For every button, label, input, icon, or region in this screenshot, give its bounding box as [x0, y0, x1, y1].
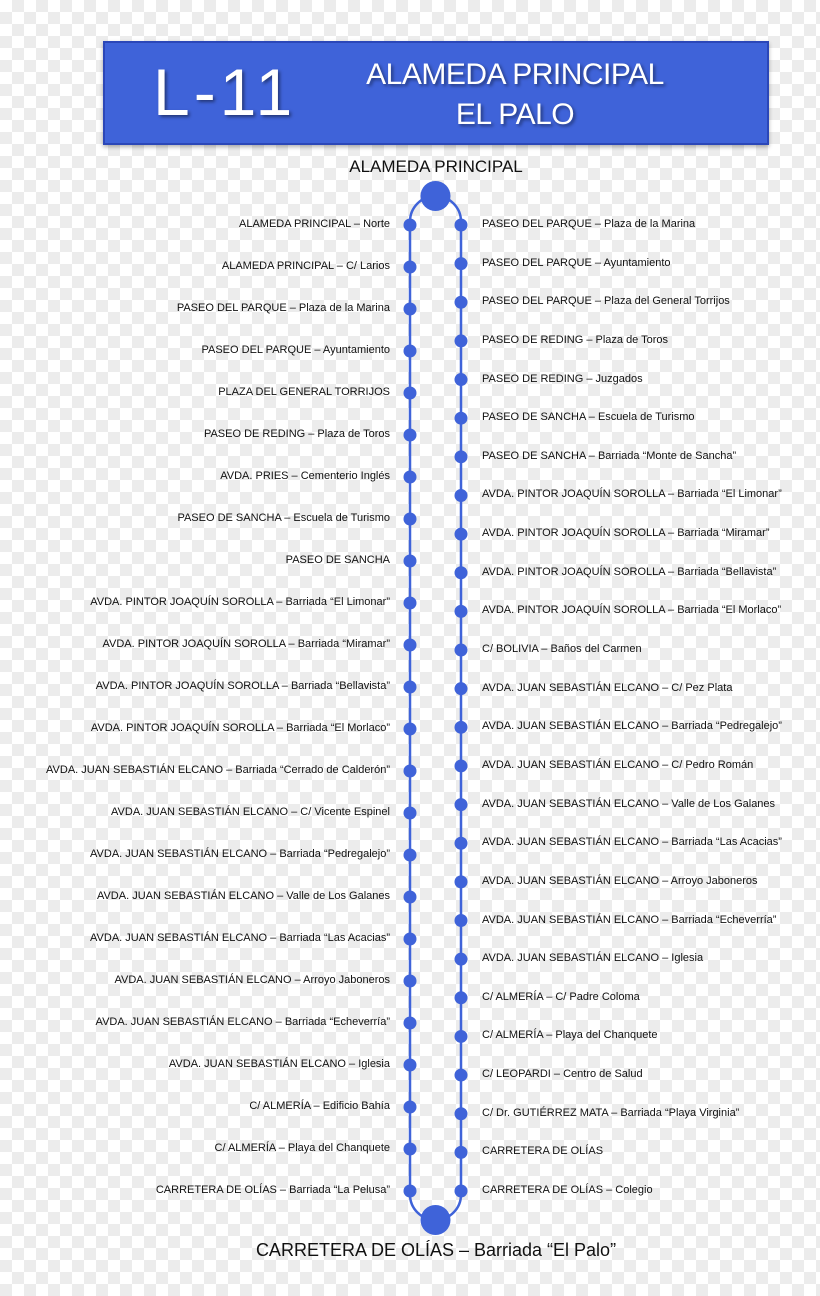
return-stop-label: AVDA. PINTOR JOAQUÍN SOROLLA – Barriada “El Morlaco” — [482, 604, 782, 617]
line-code: L-11 — [153, 55, 297, 129]
return-stop-dot — [455, 605, 468, 618]
outbound-stop-label: AVDA. PRIES – Cementerio Inglés — [220, 470, 390, 482]
outbound-stop-dot — [404, 1059, 417, 1072]
return-stop-dot — [455, 875, 468, 888]
outbound-stop-label: PLAZA DEL GENERAL TORRIJOS — [218, 386, 390, 398]
return-stop-dot — [455, 528, 468, 541]
start-terminal-dot — [421, 181, 451, 211]
return-stop-dot — [455, 412, 468, 425]
return-stop-dot — [455, 914, 468, 927]
start-terminal-label: ALAMEDA PRINCIPAL — [349, 157, 523, 176]
return-stop-dot — [455, 489, 468, 502]
return-stop-label: PASEO DEL PARQUE – Ayuntamiento — [482, 256, 671, 269]
return-stop-label: PASEO DE REDING – Juzgados — [482, 372, 643, 385]
outbound-stop-dot — [404, 1101, 417, 1114]
return-stop-label: C/ BOLIVIA – Baños del Carmen — [482, 643, 642, 656]
outbound-stop-dot — [404, 849, 417, 862]
return-stop-label: AVDA. JUAN SEBASTIÁN ELCANO – Valle de Los Galanes — [482, 797, 776, 810]
outbound-stop-dot — [404, 933, 417, 946]
return-stop-label: AVDA. PINTOR JOAQUÍN SOROLLA – Barriada “Bellavista” — [482, 565, 777, 578]
return-stop-label: PASEO DE REDING – Plaza de Toros — [482, 333, 669, 346]
outbound-stop-dot — [404, 429, 417, 442]
outbound-stop-label: PASEO DEL PARQUE – Plaza de la Marina — [176, 302, 390, 314]
outbound-stop-label: AVDA. PINTOR JOAQUÍN SOROLLA – Barriada “Miramar” — [102, 638, 390, 650]
return-stop-label: CARRETERA DE OLÍAS – Colegio — [482, 1184, 653, 1196]
outbound-stop-label: C/ ALMERÍA – Playa del Chanquete — [214, 1142, 390, 1154]
return-stop-dot — [455, 837, 468, 850]
outbound-stop-label: AVDA. PINTOR JOAQUÍN SOROLLA – Barriada “El Morlaco” — [90, 722, 390, 734]
outbound-stop-dot — [404, 1185, 417, 1198]
return-stop-dot — [455, 798, 468, 811]
return-stop-label: AVDA. PINTOR JOAQUÍN SOROLLA – Barriada “El Limonar” — [482, 488, 782, 501]
return-stop-dot — [455, 566, 468, 579]
return-stop-label: PASEO DEL PARQUE – Plaza de la Marina — [482, 218, 696, 230]
return-stop-dot — [455, 682, 468, 695]
outbound-stop-dot — [404, 387, 417, 400]
return-stop-dot — [455, 334, 468, 347]
return-stop-label: C/ ALMERÍA – C/ Padre Coloma — [482, 990, 640, 1003]
return-stop-dot — [455, 644, 468, 657]
return-stop-label: AVDA. JUAN SEBASTIÁN ELCANO – Barriada “Echeverría” — [482, 913, 777, 926]
outbound-stop-dot — [404, 597, 417, 610]
outbound-stop-dot — [404, 261, 417, 274]
outbound-stop-dot — [404, 471, 417, 484]
return-stop-label: PASEO DE SANCHA – Barriada “Monte de Sancha” — [482, 449, 737, 462]
stop-dots — [404, 219, 468, 1198]
return-stop-dot — [455, 257, 468, 270]
return-stop-dot — [455, 296, 468, 309]
return-stop-label: AVDA. PINTOR JOAQUÍN SOROLLA – Barriada “Miramar” — [482, 527, 770, 540]
outbound-stop-dot — [404, 219, 417, 232]
outbound-stop-label: PASEO DE SANCHA — [285, 554, 390, 566]
outbound-stop-label: AVDA. PINTOR JOAQUÍN SOROLLA – Barriada “El Limonar” — [90, 596, 390, 608]
route-title-line2: EL PALO — [455, 98, 575, 131]
outbound-stop-dot — [404, 513, 417, 526]
return-stop-label: AVDA. JUAN SEBASTIÁN ELCANO – C/ Pez Plata — [482, 681, 733, 694]
outbound-stop-label: AVDA. JUAN SEBASTIÁN ELCANO – Barriada “Pedregalejo” — [90, 848, 390, 860]
return-stop-label: AVDA. JUAN SEBASTIÁN ELCANO – Iglesia — [482, 952, 704, 965]
outbound-stop-label: PASEO DE REDING – Plaza de Toros — [203, 428, 390, 440]
outbound-stop-dot — [404, 303, 417, 316]
outbound-stop-dot — [404, 891, 417, 904]
return-stop-label: PASEO DEL PARQUE – Plaza del General Torrijos — [482, 295, 730, 308]
outbound-stop-dot — [404, 555, 417, 568]
outbound-stop-label: AVDA. JUAN SEBASTIÁN ELCANO – C/ Vicente Espinel — [111, 806, 390, 818]
return-stop-label: C/ LEOPARDI – Centro de Salud — [482, 1068, 643, 1081]
return-stop-dot — [455, 1107, 468, 1120]
return-stop-dot — [455, 759, 468, 772]
outbound-stop-label: PASEO DEL PARQUE – Ayuntamiento — [201, 344, 390, 356]
outbound-stop-dot — [404, 765, 417, 778]
return-stop-dot — [455, 1030, 468, 1043]
return-stop-dot — [455, 1146, 468, 1159]
outbound-stop-dot — [404, 1017, 417, 1030]
route-loop — [410, 196, 461, 1220]
outbound-stop-label: C/ ALMERÍA – Edificio Bahía — [249, 1100, 390, 1112]
outbound-stop-label: AVDA. JUAN SEBASTIÁN ELCANO – Arroyo Jaboneros — [114, 974, 390, 986]
return-stop-label: AVDA. JUAN SEBASTIÁN ELCANO – Barriada “Las Acacias” — [482, 836, 782, 849]
return-stop-dot — [455, 450, 468, 463]
outbound-stop-label: AVDA. JUAN SEBASTIÁN ELCANO – Barriada “Cerrado de Calderón” — [46, 764, 390, 776]
return-stop-label: AVDA. JUAN SEBASTIÁN ELCANO – Arroyo Jaboneros — [482, 874, 758, 887]
outbound-stop-dot — [404, 723, 417, 736]
return-stop-label: C/ Dr. GUTIÉRREZ MATA – Barriada “Playa Virginia” — [482, 1106, 740, 1119]
end-terminal-label: CARRETERA DE OLÍAS – Barriada “El Palo” — [255, 1240, 617, 1260]
end-terminal-dot — [421, 1205, 451, 1235]
outbound-stop-label: AVDA. JUAN SEBASTIÁN ELCANO – Barriada “Las Acacias” — [90, 932, 390, 944]
outbound-stop-dot — [404, 345, 417, 358]
outbound-stop-dot — [404, 807, 417, 820]
return-stop-dot — [455, 1069, 468, 1082]
return-stop-dot — [455, 219, 468, 232]
return-stop-label: C/ ALMERÍA – Playa del Chanquete — [482, 1029, 658, 1042]
return-stop-label: CARRETERA DE OLÍAS — [482, 1145, 604, 1158]
outbound-stop-label: AVDA. JUAN SEBASTIÁN ELCANO – Iglesia — [168, 1058, 390, 1070]
return-stop-dot — [455, 1185, 468, 1198]
outbound-stop-label: PASEO DE SANCHA – Escuela de Turismo — [177, 512, 390, 524]
return-stop-dot — [455, 373, 468, 386]
return-stop-label: AVDA. JUAN SEBASTIÁN ELCANO – Barriada “Pedregalejo” — [482, 720, 782, 733]
route-title-line1: ALAMEDA PRINCIPAL — [366, 58, 664, 91]
outbound-stop-dot — [404, 1143, 417, 1156]
return-stop-label: AVDA. JUAN SEBASTIÁN ELCANO – C/ Pedro Román — [482, 758, 754, 771]
outbound-stop-dot — [404, 975, 417, 988]
return-stop-dot — [455, 991, 468, 1004]
outbound-stop-label: CARRETERA DE OLÍAS – Barriada “La Pelusa” — [155, 1184, 390, 1196]
outbound-stop-label: AVDA. PINTOR JOAQUÍN SOROLLA – Barriada “Bellavista” — [95, 680, 390, 692]
outbound-stop-label: AVDA. JUAN SEBASTIÁN ELCANO – Barriada “Echeverría” — [95, 1016, 390, 1028]
return-stop-dot — [455, 953, 468, 966]
outbound-stop-label: ALAMEDA PRINCIPAL – C/ Larios — [221, 260, 390, 272]
outbound-stop-dot — [404, 681, 417, 694]
outbound-stop-label: ALAMEDA PRINCIPAL – Norte — [239, 218, 390, 230]
outbound-stop-label: AVDA. JUAN SEBASTIÁN ELCANO – Valle de Los Galanes — [96, 890, 390, 902]
return-stop-label: PASEO DE SANCHA – Escuela de Turismo — [482, 411, 695, 424]
outbound-stop-dot — [404, 639, 417, 652]
return-stop-dot — [455, 721, 468, 734]
